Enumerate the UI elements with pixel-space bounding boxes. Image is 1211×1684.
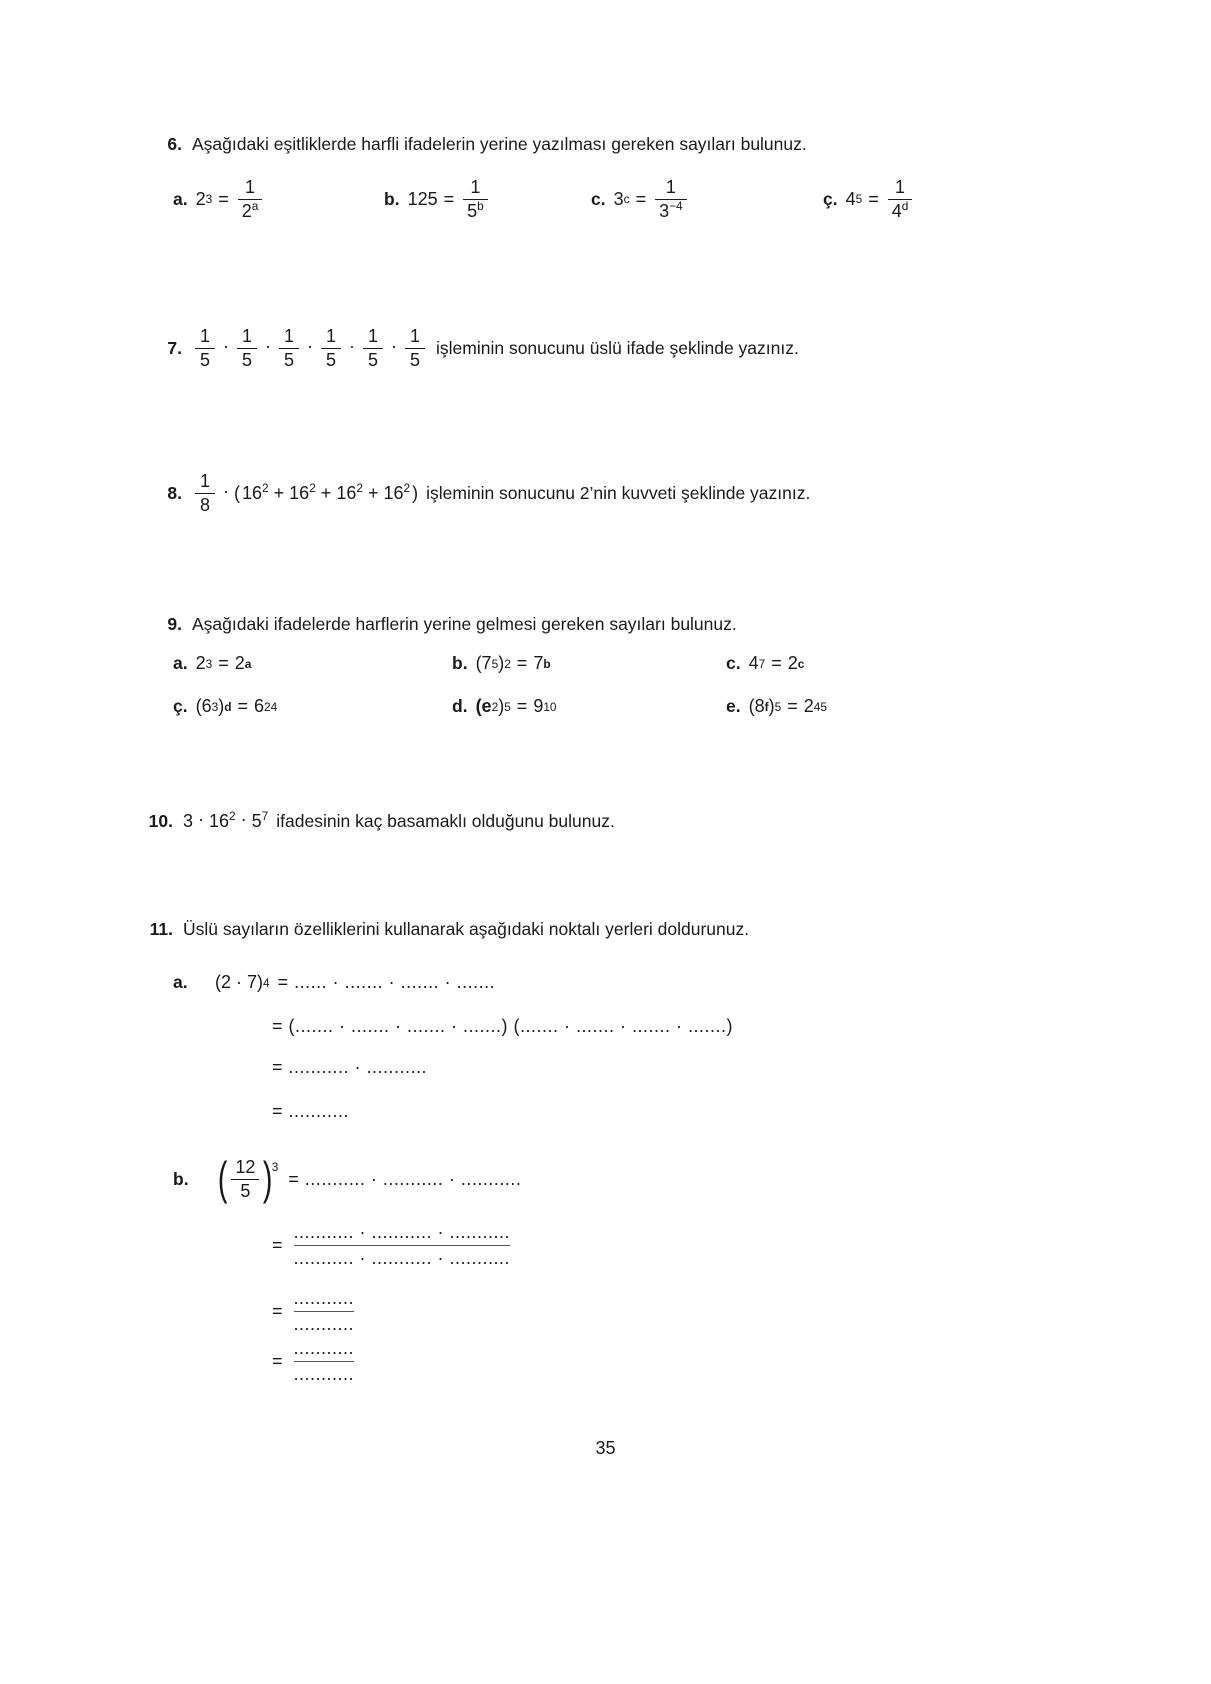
option-label: e. [726, 696, 741, 716]
lhs-close-paren: ) [768, 696, 775, 716]
fraction [888, 178, 913, 221]
fraction-bar [237, 348, 257, 350]
fraction [405, 327, 425, 370]
fraction-bar [231, 1179, 259, 1181]
exercise-10-number: 10. [148, 811, 173, 831]
lhs-close-paren: ) [498, 653, 505, 673]
exercise-6 [148, 133, 807, 157]
lhs-base: 2 [195, 653, 206, 673]
lhs-base: 4 [748, 653, 759, 673]
exercise-8 [148, 472, 810, 515]
denominator-blank[interactable]: ........... · ........... · ........... [293, 1248, 511, 1269]
denominator-exponent: a [251, 198, 259, 213]
multiplication-dot: · [223, 480, 229, 501]
numerator: 1 [367, 326, 378, 346]
denominator-blank[interactable]: ........... [293, 1364, 355, 1385]
exercise-11-number: 11. [149, 919, 173, 939]
part-a-expression: (2 · 7) 4 = ...... · ....... · ....... · ....... [215, 972, 496, 992]
option-expression: (8 f ) 5 = 2 45 [748, 696, 827, 716]
exercise-9-prompt: Aşağıdaki ifadelerde harflerin yerine gelmesi gereken sayıları bulunuz. [192, 614, 737, 634]
multiplication-dot: · [349, 335, 355, 356]
exercise-7-prompt: işleminin sonucunu üslü ifade şeklinde yazınız. [436, 337, 799, 358]
fraction [279, 327, 299, 370]
option-label: a. [173, 653, 188, 673]
exercise-8-number: 8. [167, 482, 182, 503]
numerator: 1 [245, 177, 256, 197]
page-number: 35 [595, 1438, 616, 1458]
multiplication-dot: · [240, 809, 247, 830]
option-label: a. [173, 188, 188, 209]
rhs-base: 2 [787, 653, 798, 673]
exponent: 2 [403, 480, 411, 495]
numerator-blank[interactable]: ........... [293, 1288, 355, 1308]
exercise-7-expression [192, 327, 799, 370]
base: 16 [209, 811, 230, 832]
base: 2 [195, 188, 206, 209]
denominator [463, 198, 488, 221]
fraction [463, 178, 488, 221]
open-paren: ( [234, 482, 240, 503]
exercise-9-option-e [726, 696, 827, 717]
exponent: 2 [356, 480, 363, 495]
option-expression [408, 178, 491, 221]
exercise-11 [139, 918, 749, 942]
exponent: 2 [229, 809, 236, 824]
denominator-exponent: −4 [669, 198, 683, 213]
equals-sign: = [237, 696, 249, 716]
fraction-bar [195, 493, 215, 495]
exercise-10-expression [183, 811, 615, 832]
denominator [655, 198, 687, 221]
term-2 [289, 480, 316, 504]
base: 4 [845, 188, 856, 209]
exercise-11-part-b [173, 1152, 522, 1205]
term-4 [383, 480, 411, 504]
part-label: b. [173, 1168, 189, 1189]
equals-sign: = [787, 696, 798, 716]
fraction [655, 178, 687, 221]
fraction [195, 327, 215, 370]
base: 16 [383, 482, 404, 503]
exercise-6-option-b [384, 178, 491, 221]
blank-line-1[interactable]: = ...... · ....... · ....... · ....... [277, 972, 496, 992]
denominator-base: 4 [891, 200, 902, 221]
equals-sign: = [272, 1351, 283, 1372]
numerator: 1 [283, 326, 294, 346]
exercise-6-option-a [173, 178, 265, 221]
option-label: ç. [173, 696, 188, 716]
base: 5 [251, 811, 262, 832]
denominator-base: 3 [659, 200, 670, 221]
fraction [231, 1158, 259, 1201]
part-a-blank-line-3[interactable]: = ........... · ........... [272, 1057, 428, 1077]
dotted-fraction [294, 1288, 355, 1335]
equals-sign: = [443, 188, 455, 209]
option-expression: 4 5 = $\frac{1}{4^d}$ [846, 178, 916, 221]
fraction-bar [405, 348, 425, 350]
denominator-exponent: d [901, 198, 909, 213]
option-expression: 3 c = $\frac{1}{3^{-4}}$ [614, 178, 690, 221]
dotted-fraction [294, 1338, 355, 1385]
multiplication-dot: · [307, 335, 313, 356]
numerator: 1 [241, 326, 252, 346]
denominator: 5 [409, 349, 420, 370]
rhs-base: 2 [234, 653, 245, 673]
part-b-blank-line-3 [272, 1288, 357, 1335]
exercise-7-number: 7. [167, 337, 182, 358]
denominator-base: 2 [241, 200, 252, 221]
part-b-blank-line-2 [272, 1222, 513, 1269]
exercise-9-option-a [173, 653, 251, 674]
denominator [238, 198, 263, 221]
equals-sign: = [272, 1301, 283, 1322]
part-label: a. [173, 972, 188, 992]
option-expression: (7 5 ) 2 = 7 b [475, 653, 551, 673]
term-1 [240, 480, 269, 504]
option-label: b. [384, 188, 400, 209]
coefficient: 3 [183, 811, 194, 832]
multiplication-dot: · [198, 809, 205, 830]
option-expression: (e 2 ) 5 = 9 10 [475, 696, 557, 716]
fraction [195, 472, 215, 515]
lhs-base: (6 [195, 696, 212, 716]
exercise-6-option-c [591, 178, 690, 221]
open-paren: ( [217, 1152, 228, 1205]
multiplication-dot: · [223, 335, 229, 356]
fraction-bar [294, 1311, 355, 1312]
option-label: d. [452, 696, 468, 716]
denominator: 5 [367, 349, 378, 370]
fraction [363, 327, 383, 370]
multiplication-dot: · [265, 335, 271, 356]
equals-sign: = [868, 188, 879, 209]
option-label: ç. [823, 188, 838, 209]
term-2 [252, 811, 269, 832]
term-1 [209, 811, 236, 832]
equals-sign: = [635, 188, 647, 209]
numerator-blank[interactable]: ........... · ........... · ........... [293, 1222, 511, 1242]
exercise-8-prompt: işleminin sonucunu 2’nin kuvveti şeklinde yazınız. [426, 482, 811, 503]
lhs-close-paren: ) [218, 696, 225, 716]
equals-sign: = [516, 653, 528, 673]
dotted-fraction [294, 1222, 511, 1269]
denominator: 5 [199, 349, 210, 370]
numerator: 1 [199, 326, 210, 346]
part-a-blank-line-4[interactable]: = ........... [272, 1101, 350, 1121]
close-paren: ) [412, 482, 419, 503]
lhs-base: (7 [475, 653, 492, 673]
part-b-blank-line-1[interactable]: = ........... · ........... · ........... [288, 1168, 522, 1189]
part-a-blank-line-2[interactable]: = (....... · ....... · ....... · .......) (....... · ....... · ....... · .......) [272, 1016, 734, 1036]
lhs-base: (8 [748, 696, 765, 716]
close-paren: ) [263, 1152, 273, 1205]
lhs-close-paren: ) [498, 696, 505, 716]
exponent: 2 [309, 480, 316, 495]
base: 16 [336, 482, 357, 503]
exercise-6-prompt: Aşağıdaki eşitliklerde harfli ifadelerin yerine yazılması gereken sayıları bulunuz. [192, 134, 807, 154]
exercise-10-prompt: ifadesinin kaç basamaklı olduğunu bulunuz. [276, 811, 615, 832]
equals-sign: = [771, 653, 782, 673]
option-expression: (6 3 ) d = 6 24 [195, 696, 278, 716]
numerator: 1 [470, 177, 481, 197]
exercise-6-number: 6. [167, 134, 182, 154]
exercise-9-option-d [452, 696, 557, 717]
plus-sign: + [320, 482, 332, 503]
numerator: 1 [325, 326, 336, 346]
numerator-blank[interactable]: ........... [293, 1338, 355, 1358]
fraction-bar [363, 348, 383, 350]
fraction-bar [195, 348, 215, 350]
exercise-6-option-c-cedilla [823, 178, 915, 221]
fraction-bar [279, 348, 299, 350]
exercise-10 [139, 810, 615, 834]
exponent: 7 [261, 809, 269, 824]
denominator: 5 [325, 349, 336, 370]
exercise-9-option-c [726, 653, 804, 674]
denominator: 5 [241, 349, 252, 370]
rhs-base: 2 [803, 696, 814, 716]
base: 125 [407, 188, 438, 209]
denominator-blank[interactable]: ........... [293, 1314, 355, 1335]
exponent: 2 [262, 480, 269, 495]
fraction-bar [321, 348, 341, 350]
exercise-9-option-c-cedilla [173, 696, 277, 717]
base: 16 [242, 482, 263, 503]
multiplication-dot: · [391, 335, 397, 356]
exercise-7 [148, 327, 799, 370]
option-expression: 4 7 = 2 c [748, 653, 805, 673]
rhs-base: 9 [533, 696, 544, 716]
fraction [238, 178, 263, 221]
equals-sign: = [516, 696, 528, 716]
option-label: c. [726, 653, 741, 673]
denominator: 5 [283, 349, 294, 370]
exercise-9-number: 9. [167, 614, 182, 634]
denominator: 5 [240, 1180, 251, 1201]
exercise-9 [148, 613, 737, 637]
fraction-bar [294, 1361, 355, 1362]
numerator: 1 [665, 177, 676, 197]
expression-base: (2 · 7) [215, 972, 264, 992]
term-3 [336, 480, 363, 504]
denominator: 8 [199, 494, 210, 515]
denominator-base: 5 [467, 200, 478, 221]
numerator: 1 [409, 326, 420, 346]
numerator: 1 [895, 177, 906, 197]
base: 16 [289, 482, 310, 503]
exercise-11-prompt: Üslü sayıların özelliklerini kullanarak aşağıdaki noktalı yerleri doldurunuz. [183, 919, 750, 939]
option-label: c. [591, 188, 606, 209]
denominator-exponent: b [477, 198, 484, 213]
rhs-base: 6 [254, 696, 265, 716]
option-expression: 2 3 = 2 a [195, 653, 252, 673]
base: 3 [613, 188, 624, 209]
denominator [888, 198, 913, 221]
part-b-expression: ( $\frac{12}{5}$ ) $^3$ = ........... · ........... · ........... [215, 1158, 521, 1201]
exercise-11-part-a [173, 972, 495, 993]
parenthesized-fraction [215, 1152, 276, 1205]
plus-sign: + [367, 482, 379, 503]
fraction [321, 327, 341, 370]
fraction-bar [294, 1245, 511, 1246]
plus-sign: + [273, 482, 285, 503]
numerator: 12 [235, 1157, 256, 1177]
exercise-8-expression [192, 472, 810, 515]
equals-sign: = [218, 653, 229, 673]
rhs-base: 7 [533, 653, 544, 673]
equals-sign: = [272, 1235, 283, 1256]
equals-sign: = [218, 188, 229, 209]
numerator: 1 [199, 471, 210, 491]
lhs-base: (e [475, 696, 492, 716]
fraction [237, 327, 257, 370]
option-expression: 2 3 = $\frac{1}{2^a}$ [196, 178, 266, 221]
exercise-9-option-b [452, 653, 551, 674]
option-label: b. [452, 653, 468, 673]
part-b-blank-line-4 [272, 1338, 357, 1385]
